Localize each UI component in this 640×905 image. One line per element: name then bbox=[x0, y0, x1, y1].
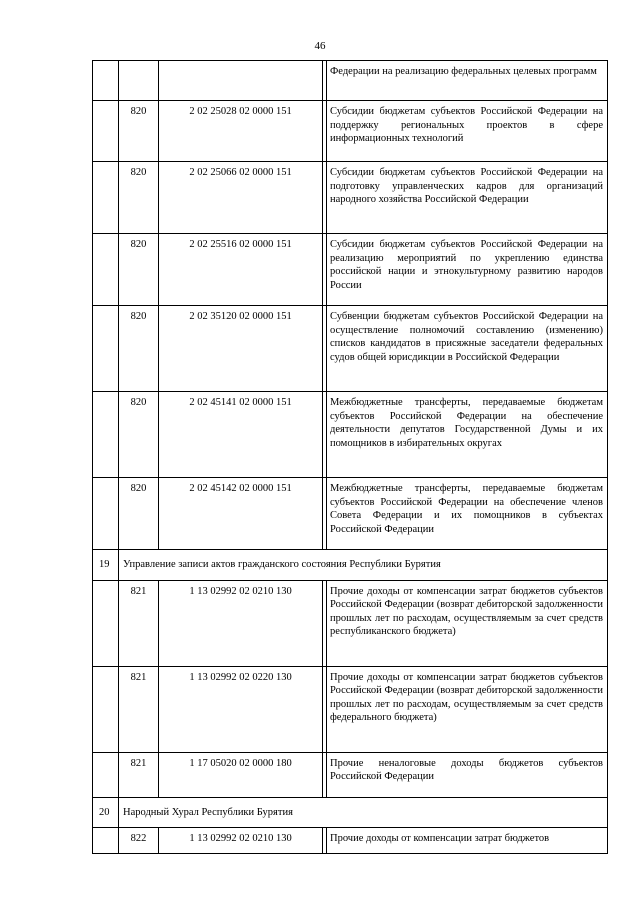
revenue-name-cell: Субсидии бюджетам субъектов Российской Федерации на реализацию мероприятий по укреплению единства российской нации и этнокультурному развитию народов России bbox=[327, 234, 608, 306]
org-name: Народный Хурал Республики Бурятия bbox=[119, 797, 608, 828]
admin-code-cell: 820 bbox=[119, 162, 159, 234]
admin-code-cell: 820 bbox=[119, 101, 159, 162]
revenue-code-cell: 1 17 05020 02 0000 180 bbox=[159, 752, 323, 797]
org-number: 20 bbox=[93, 797, 119, 828]
row-number-cell bbox=[93, 61, 119, 101]
admin-code-cell: 820 bbox=[119, 478, 159, 550]
admin-code-cell: 821 bbox=[119, 666, 159, 752]
row-number-cell bbox=[93, 478, 119, 550]
table-row bbox=[93, 101, 608, 162]
table-row bbox=[93, 666, 608, 752]
revenue-code-cell: 2 02 25066 02 0000 151 bbox=[159, 162, 323, 234]
table-row bbox=[93, 306, 608, 392]
row-number-cell bbox=[93, 828, 119, 854]
organization-row bbox=[93, 550, 608, 581]
row-number-cell bbox=[93, 752, 119, 797]
table-row bbox=[93, 478, 608, 550]
org-name: Управление записи актов гражданского состояния Республики Бурятия bbox=[119, 550, 608, 581]
table-row bbox=[93, 580, 608, 666]
table-row bbox=[93, 828, 608, 854]
row-number-cell bbox=[93, 234, 119, 306]
revenue-code-cell: 2 02 45142 02 0000 151 bbox=[159, 478, 323, 550]
revenue-name-cell: Межбюджетные трансферты, передаваемые бюджетам субъектов Российской Федерации на обеспечение членов Совета Федерации и их помощников в субъектах Российской Федерации bbox=[327, 478, 608, 550]
row-number-cell bbox=[93, 666, 119, 752]
table-row bbox=[93, 752, 608, 797]
revenue-code-cell: 2 02 45141 02 0000 151 bbox=[159, 392, 323, 478]
page-number: 46 bbox=[314, 40, 326, 52]
revenue-code-cell: 1 13 02992 02 0210 130 bbox=[159, 828, 323, 854]
revenue-code-cell: 2 02 25516 02 0000 151 bbox=[159, 234, 323, 306]
revenue-name-cell: Прочие доходы от компенсации затрат бюджетов субъектов Российской Федерации (возврат дебиторской задолженности прошлых лет по расходам, осуществляемым за счет средств республиканского бюджета) bbox=[327, 580, 608, 666]
admin-code-cell: 820 bbox=[119, 234, 159, 306]
revenue-name-cell: Федерации на реализацию федеральных целевых программ bbox=[327, 61, 608, 101]
revenue-name-cell: Субсидии бюджетам субъектов Российской Федерации на подготовку управленческих кадров для организаций народного хозяйства Российской Федерации bbox=[327, 162, 608, 234]
revenue-code-cell: 1 13 02992 02 0210 130 bbox=[159, 580, 323, 666]
organization-row bbox=[93, 797, 608, 828]
revenue-name-cell: Прочие доходы от компенсации затрат бюджетов субъектов Российской Федерации (возврат дебиторской задолженности прошлых лет по расходам, осуществляемым за счет средств федерального бюджета) bbox=[327, 666, 608, 752]
admin-code-cell: 821 bbox=[119, 580, 159, 666]
revenue-code-cell bbox=[159, 61, 323, 101]
admin-code-cell: 822 bbox=[119, 828, 159, 854]
revenue-code-cell: 2 02 35120 02 0000 151 bbox=[159, 306, 323, 392]
revenue-name-cell: Межбюджетные трансферты, передаваемые бюджетам субъектов Российской Федерации на обеспечение деятельности депутатов Государственной Думы и их помощников в избирательных округах bbox=[327, 392, 608, 478]
admin-code-cell: 821 bbox=[119, 752, 159, 797]
row-number-cell bbox=[93, 580, 119, 666]
row-number-cell bbox=[93, 162, 119, 234]
table-row bbox=[93, 162, 608, 234]
admin-code-cell: 820 bbox=[119, 306, 159, 392]
revenue-name-cell: Прочие неналоговые доходы бюджетов субъектов Российской Федерации bbox=[327, 752, 608, 797]
revenue-name-cell: Субсидии бюджетам субъектов Российской Федерации на поддержку региональных проектов в сфере информационных технологий bbox=[327, 101, 608, 162]
admin-code-cell bbox=[119, 61, 159, 101]
row-number-cell bbox=[93, 306, 119, 392]
table-row bbox=[93, 392, 608, 478]
revenue-code-cell: 1 13 02992 02 0220 130 bbox=[159, 666, 323, 752]
row-number-cell bbox=[93, 101, 119, 162]
revenue-administrators-table bbox=[92, 60, 608, 854]
org-number: 19 bbox=[93, 550, 119, 581]
table-row bbox=[93, 234, 608, 306]
table-row bbox=[93, 61, 608, 101]
revenue-code-cell: 2 02 25028 02 0000 151 bbox=[159, 101, 323, 162]
admin-code-cell: 820 bbox=[119, 392, 159, 478]
revenue-name-cell: Прочие доходы от компенсации затрат бюджетов bbox=[327, 828, 608, 854]
row-number-cell bbox=[93, 392, 119, 478]
table-body bbox=[93, 61, 608, 854]
revenue-name-cell: Субвенции бюджетам субъектов Российской Федерации на осуществление полномочий составлению (изменению) списков кандидатов в присяжные заседатели федеральных судов общей юрисдикции в Российской Федерации bbox=[327, 306, 608, 392]
